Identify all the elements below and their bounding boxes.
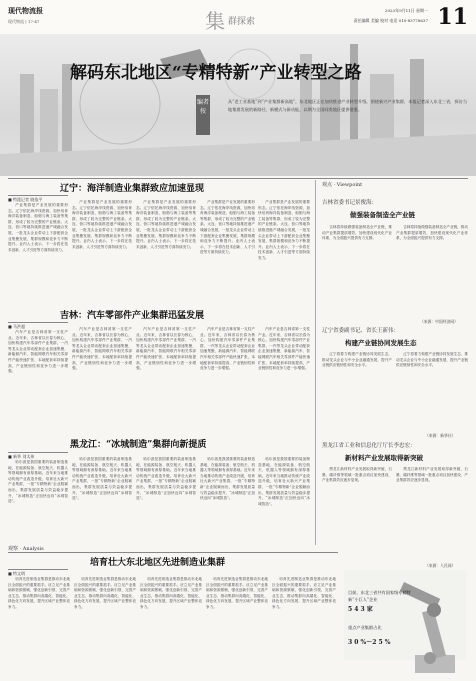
article-column: 产业集群是产业发展的重要形态。辽宁依托海岸线资源，加快培育海洋装备制造、船舶与海工装备等集群，形成了较为完整的产业链条。大连、营口等地持续推进港产城融合发展，一批龙头企业带动上下游配套企业集聚发展，集群规模和竞争力不断提升。业内人士表示，下一步将在技术创新、人才引进等方面持续发力。 <box>136 200 196 249</box>
viewpoint-label: 观点 · Viewpoint <box>322 182 363 188</box>
page-number: 11 <box>437 4 468 30</box>
article-column: 产业集群是产业发展的重要形态。辽宁依托海岸线资源，加快培育海洋装备制造、船舶与海工装备等集群，形成了较为完整的产业链条。大连、营口等地持续推进港产城融合发展，一批龙头企业带动上下游配套企业集聚发展，集群规模和竞争力不断提升。业内人士表示，下一步将在技术创新、人才引进等方面持续发力。 <box>8 203 68 252</box>
article-column: 哈尔滨是我国重要的装备制造基地，在能源装备、航空航天、机器人等领域拥有深厚基础。近年来当地推动传统产业改造升级，培育壮大新兴产业集群，一批“专精特新”企业脱颖而出，集群发展质量与效益稳步提升，“冰城制造”正加快迈向“冰城智造”。 <box>8 460 68 504</box>
byline-liaoning: ■ 特派记者 晓依平 <box>8 195 68 203</box>
viewpoint-column: 黑龙江新材料产业发展取得新突破，石墨、碳纤维等领域一批重点项目加快建设，产业集群效应逐步显现。 <box>396 467 468 483</box>
article-column: 哈尔滨是我国重要的装备制造基地，在能源装备、航空航天、机器人等领域拥有深厚基础。近年来当地推动传统产业改造升级，培育壮大新兴产业集群，一批“专精特新”企业脱颖而出，集群发展质量与效益稳步提升，“冰城制造”正加快迈向“冰城智造”。 <box>200 457 255 501</box>
paper-name: 现代物流报 <box>8 6 43 15</box>
article-column: 汽车产业是吉林省第一支柱产业。近年来，吉林省以长春为核心，加快构建汽车零部件产业集群，一汽等龙头企业带动配套企业加速集聚，新能源汽车、智能网联汽车相关零部件产能快速扩张，本地配套率持续提高，产业链韧性和竞争力进一步增强。 <box>8 330 68 374</box>
section-name: 群探索 <box>228 17 256 27</box>
viewpoint-column: 黑龙江新材料产业发展取得新突破，石墨、碳纤维等领域一批重点项目加快建设，产业集群效应逐步显现。 <box>322 467 392 483</box>
viewpoint-heading-3: 新材料产业发展取得新突破 <box>345 454 423 462</box>
editor-line: 责任编辑 美编 校对 电话 010-83778637 <box>353 18 428 23</box>
article-column: 培育先进制造业集群是推动东北地区全面振兴的重要抓手。应立足产业基础和资源禀赋，强化创新引领，完善产业生态，推动集群向高端化、智能化、绿色化方向发展，提升区域产业整体竞争力。 <box>74 577 136 609</box>
article-column: 培育先进制造业集群是推动东北地区全面振兴的重要抓手。应立足产业基础和资源禀赋，强化创新引领，完善产业生态，推动集群向高端化、智能化、绿色化方向发展，提升区域产业整体竞争力。 <box>8 577 70 609</box>
article-column: 哈尔滨是我国重要的装备制造基地，在能源装备、航空航天、机器人等领域拥有深厚基础。近年来当地推动传统产业改造升级，培育壮大新兴产业集群，一批“专精特新”企业脱颖而出，集群发展质量与效益稳步提升，“冰城制造”正加快迈向“冰城智造”。 <box>72 457 132 501</box>
stat-line-1: 目前，东北三省共有国家级专精特新“小巨人”企业 <box>348 590 411 602</box>
viewpoint-column: 吉林将持续做强装备制造全产业链，推动产业集群提质增效，加快建设现代化产业体系，为全面振兴提供有力支撑。 <box>322 225 392 241</box>
lead-article-title: 解码东北地区“专精特新”产业转型之路 <box>70 63 362 83</box>
viewpoint-heading-1: 做强装备制造全产业链 <box>350 211 415 219</box>
stat-line-2: 重点产业集群占比 <box>348 625 382 630</box>
stat-value-1 <box>348 607 373 614</box>
article-column: 产业集群是产业发展的重要形态。辽宁依托海岸线资源，加快培育海洋装备制造、船舶与海工装备等集群，形成了较为完整的产业链条。大连、营口等地持续推进港产城融合发展，一批龙头企业带动上下游配套企业集聚发展，集群规模和竞争力不断提升。业内人士表示，下一步将在技术创新、人才引进等方面持续发力。 <box>200 200 255 255</box>
article-column: 哈尔滨是我国重要的装备制造基地，在能源装备、航空航天、机器人等领域拥有深厚基础。近年来当地推动传统产业改造升级，培育壮大新兴产业集群，一批“专精特新”企业脱颖而出，集群发展质量与效益稳步提升，“冰城制造”正加快迈向“冰城智造”。 <box>136 457 196 501</box>
section-heading-liaoning: 辽宁：海洋制造业集群致应加速显现 <box>60 184 205 194</box>
article-column: 汽车产业是吉林省第一支柱产业。近年来，吉林省以长春为核心，加快构建汽车零部件产业集群，一汽等龙头企业带动配套企业加速集聚，新能源汽车、智能网联汽车相关零部件产能快速扩张，本地配套率持续提高，产业链韧性和竞争力进一步增强。 <box>258 327 310 371</box>
page-header <box>0 0 476 34</box>
section-heading-jilin: 吉林：汽车零部件产业集群迅猛发展 <box>60 311 205 321</box>
article-column: 产业集群是产业发展的重要形态。辽宁依托海岸线资源，加快培育海洋装备制造、船舶与海工装备等集群，形成了较为完整的产业链条。大连、营口等地持续推进港产城融合发展，一批龙头企业带动上下游配套企业集聚发展，集群规模和竞争力不断提升。业内人士表示，下一步将在技术创新、人才引进等方面持续发力。 <box>72 200 132 249</box>
article-column: 培育先进制造业集群是推动东北地区全面振兴的重要抓手。应立足产业基础和资源禀赋，强化创新引领，完善产业生态，推动集群向高端化、智能化、绿色化方向发展，提升区域产业整体竞争力。 <box>272 577 336 609</box>
article-column: 汽车产业是吉林省第一支柱产业。近年来，吉林省以长春为核心，加快构建汽车零部件产业集群，一汽等龙头企业带动配套企业加速集聚，新能源汽车、智能网联汽车相关零部件产能快速扩张，本地配套率持续提高，产业链韧性和竞争力进一步增强。 <box>200 327 255 371</box>
stat-value-1-number: 5 4 3 家 <box>348 606 373 613</box>
viewpoint-heading-2: 构建产业链协同发展生态 <box>345 339 417 347</box>
viewpoint-column: 吉林将持续做强装备制造全产业链，推动产业集群提质增效，加快建设现代化产业体系，为全面振兴提供有力支撑。 <box>396 225 468 241</box>
article-column: 汽车产业是吉林省第一支柱产业。近年来，吉林省以长春为核心，加快构建汽车零部件产业集群，一汽等龙头企业带动配套企业加速集聚，新能源汽车、智能网联汽车相关零部件产能快速扩张，本地配套率持续提高，产业链韧性和竞争力进一步增强。 <box>136 327 196 371</box>
stat-value-2-number: 3 0 %～2 5 % <box>348 639 391 646</box>
editor-note-badge: 编者按 <box>196 95 210 135</box>
robot-arm-illustration <box>360 560 470 678</box>
paper-subtitle: 现代物流 | 17-47 <box>8 19 40 24</box>
article-column: 哈尔滨是我国重要的装备制造基地，在能源装备、航空航天、机器人等领域拥有深厚基础。近年来当地推动传统产业改造升级，培育壮大新兴产业集群，一批“专精特新”企业脱颖而出，集群发展质量与效益稳步提升，“冰城制造”正加快迈向“冰城智造”。 <box>258 457 310 506</box>
byline-jilin: ■ 马洪超 <box>8 322 68 330</box>
section-heading-analysis: 培育壮大东北地区先进制造业集群 <box>90 558 226 568</box>
analysis-label: 观察 · Analysis <box>8 546 44 552</box>
viewpoint-kicker-1: 吉林省委书记景俊海： <box>322 200 378 206</box>
viewpoint-source-1: （来源：中国经济网） <box>420 319 458 324</box>
stat-value-2 <box>348 640 390 647</box>
article-column: 培育先进制造业集群是推动东北地区全面振兴的重要抓手。应立足产业基础和资源禀赋，强化创新引领，完善产业生态，推动集群向高端化、智能化、绿色化方向发展，提升区域产业整体竞争力。 <box>140 577 202 609</box>
byline-heilongjiang: ■ 新华 刘太伟 <box>8 452 68 460</box>
issue-date: 2023年9月11日 星期一 <box>384 8 428 13</box>
byline-analysis: ■ 特文明 <box>8 569 68 577</box>
column-divider <box>315 180 316 545</box>
article-column: 产业集群是产业发展的重要形态。辽宁依托海岸线资源，加快培育海洋装备制造、船舶与海工装备等集群，形成了较为完整的产业链条。大连、营口等地持续推进港产城融合发展，一批龙头企业带动上下游配套企业集聚发展，集群规模和竞争力不断提升。业内人士表示，下一步将在技术创新、人才引进等方面持续发力。 <box>258 200 310 260</box>
viewpoint-column: 辽宁将着力构建产业链协同发展生态，推动龙头企业与中小企业融通发展，提升产业链供应链韧性和安全水平。 <box>322 352 392 368</box>
viewpoint-kicker-3: 黑龙江省工业和信息化厅厅长李忠宏： <box>322 443 416 449</box>
article-column: 汽车产业是吉林省第一支柱产业。近年来，吉林省以长春为核心，加快构建汽车零部件产业集群，一汽等龙头企业带动配套企业加速集聚，新能源汽车、智能网联汽车相关零部件产能快速扩张，本地配套率持续提高，产业链韧性和竞争力进一步增强。 <box>72 327 132 371</box>
viewpoint-column: 辽宁将着力构建产业链协同发展生态，推动龙头企业与中小企业融通发展，提升产业链供应链韧性和安全水平。 <box>396 352 468 368</box>
section-mark: 集 <box>205 9 225 33</box>
viewpoint-source-2: （来源：新华社） <box>425 433 456 438</box>
divider <box>8 552 338 553</box>
article-column: 培育先进制造业集群是推动东北地区全面振兴的重要抓手。应立足产业基础和资源禀赋，强化创新引领，完善产业生态，推动集群向高端化、智能化、绿色化方向发展，提升区域产业整体竞争力。 <box>206 577 268 609</box>
viewpoint-source-3: （来源：人民网） <box>425 563 456 568</box>
viewpoint-kicker-2: 辽宁省委副书记、省长王新伟： <box>322 328 400 334</box>
lead-intro: 从“老工业基地”到“产业集群新高地”，东北地区正在加快推进产业转型升级。围绕新兴产业集群，本报记者深入东北三省，探访当地集群发展的新路径、新模式与新动能，以期为全国同类地区提供借鉴。 <box>228 99 467 112</box>
section-heading-heilongjiang: 黑龙江：“冰城制造”集群向新提质 <box>70 440 207 450</box>
divider <box>8 178 468 179</box>
